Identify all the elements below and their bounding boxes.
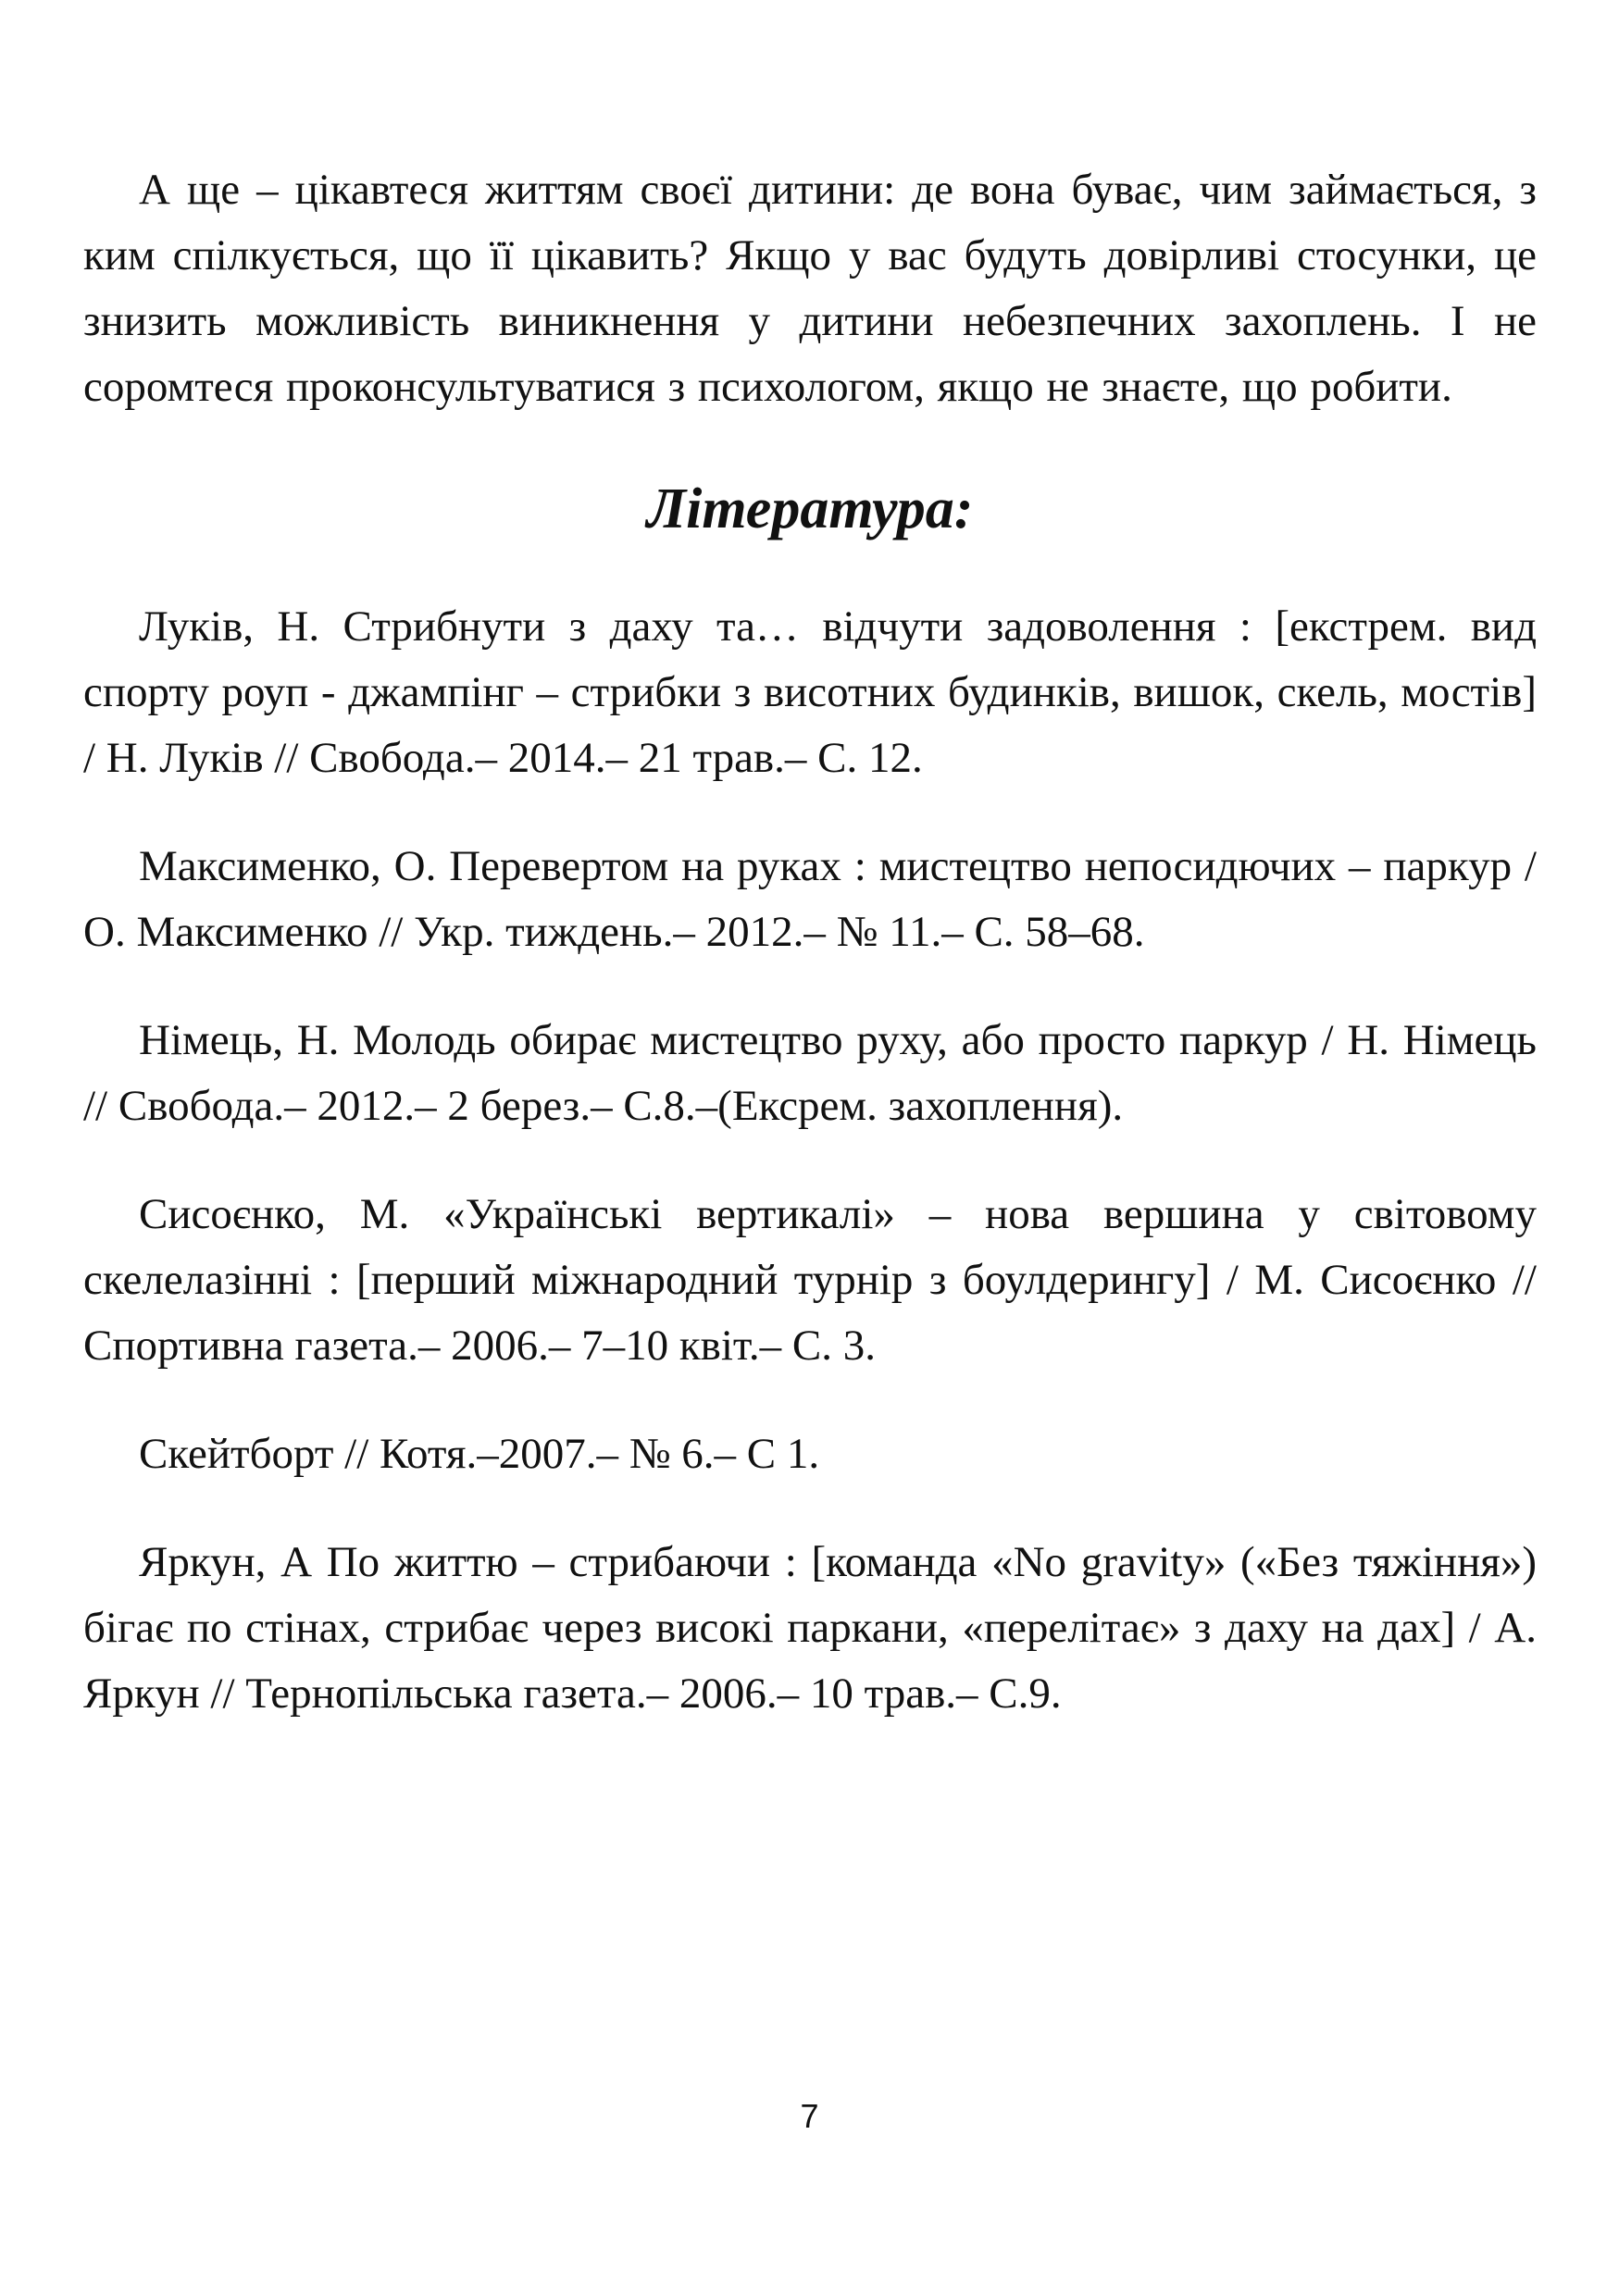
reference-item: Луків, Н. Стрибнути з даху та… відчути задоволення : [екстрем. вид спорту роуп - джампінг – стрибки з висотних будинків, вишок, скель, мостів] / Н. Луків // Свобода.– 2014.– 21 трав.– С. 12. — [83, 602, 1537, 782]
reference-item: Яркун, А По життю – стрибаючи : [команда «No gravity» («Без тяжіння») бігає по стінах, стрибає через високі паркани, «перелітає» з даху на дах] / А. Яркун // Тернопільська газета.– 2006.– 10 трав.– С.9. — [83, 1538, 1537, 1718]
document-page — [83, 157, 1537, 1769]
reference-item: Скейтборт // Котя.–2007.– № 6.– С 1. — [139, 1430, 820, 1478]
reference-item: Сисоєнко, М. «Українські вертикалі» – нова вершина у світовому скелелазінні : [перший міжнародний турнір з боулдерингу] / М. Сисоєнко // Спортивна газета.– 2006.– 7–10 квіт.– С. 3. — [83, 1190, 1537, 1370]
reference-item: Німець, Н. Молодь обирає мистецтво руху, або просто паркур / Н. Німець // Свобода.– 2012.– 2 берез.– С.8.–(Ексрем. захоплення). — [83, 1016, 1537, 1130]
reference-list — [83, 594, 1537, 1727]
intro-paragraph: А ще – цікавтеся життям своєї дитини: де вона буває, чим займається, з ким спілкується, що її цікавить? Якщо у вас будуть довірливі стосунки, це знизить можливість виникнення у дитини небезпечних захоплень. І не соромтеся проконсультуватися з психологом, якщо не знаєте, що робити. — [83, 166, 1537, 411]
page-number: 7 — [800, 2097, 819, 2135]
section-heading: Література: — [646, 478, 974, 540]
reference-item: Максименко, О. Перевертом на руках : мистецтво непосидючих – паркур / О. Максименко // Укр. тиждень.– 2012.– № 11.– С. 58–68. — [83, 842, 1537, 956]
